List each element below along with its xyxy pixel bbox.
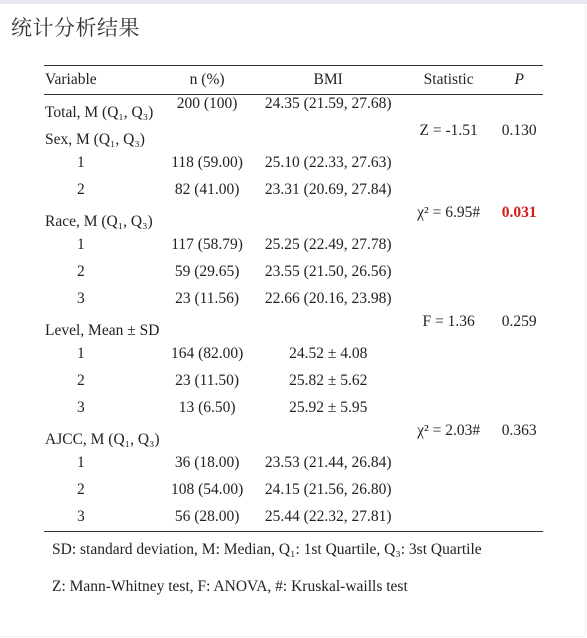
cell-p: 0.031 [501,203,537,221]
header-variable: Variable [44,66,160,95]
cell-p [495,449,543,476]
cell-bmi: 23.31 (20.69, 27.84) [264,181,392,199]
table-row [44,231,543,258]
cell-p [495,477,543,504]
cell-variable: 1 [77,153,85,171]
cell-variable: 2 [77,481,85,499]
cell-n: 82 (41.00) [174,181,240,199]
cell-bmi [255,204,402,231]
cell-p: 0.259 [501,312,537,330]
cell-variable: 3 [77,399,85,417]
cell-statistic: χ² = 6.95# [417,203,481,221]
cell-bmi: 25.44 (22.32, 27.81) [255,504,402,531]
table-group-row [44,95,543,122]
header-n: n (%) [160,66,255,95]
cell-n: 59 (29.65) [174,262,240,280]
cell-n: 117 (58.79) [171,235,243,253]
cell-statistic [402,231,496,258]
cell-statistic [402,95,496,122]
cell-n: 118 (59.00) [171,153,243,171]
cell-p: 0.130 [501,121,537,139]
cell-p [495,367,543,394]
cell-variable: Total, M (Q₁, Q₃) [45,103,154,121]
cell-p [495,258,543,285]
cell-statistic [402,258,496,285]
footnote-abbreviations: SD: standard deviation, M: Median, Q₁: 1st Quartile, Q₃: 3st Quartile [52,541,482,558]
header-bmi: BMI [255,66,402,95]
cell-n: 23 (11.50) [175,372,240,390]
cell-p [495,504,543,531]
header-statistic: Statistic [402,66,496,95]
cell-variable: Level, Mean ± SD [45,322,160,340]
table-body [44,95,543,532]
cell-statistic [402,340,496,367]
cell-variable: AJCC, M (Q₁, Q₃) [45,431,160,449]
cell-statistic: χ² = 2.03# [417,422,481,440]
cell-p [495,340,543,367]
cell-variable: Sex, M (Q₁, Q₃) [45,131,145,149]
cell-variable: 2 [77,262,85,280]
cell-n: 200 (100) [176,95,238,112]
cell-p: 0.363 [501,422,537,440]
cell-n: 164 (82.00) [170,344,244,362]
cell-statistic [402,367,496,394]
table-row [44,395,543,422]
cell-variable: 3 [44,504,160,531]
cell-bmi: 22.66 (20.16, 23.98) [264,290,392,308]
cell-bmi: 24.15 (21.56, 26.80) [264,481,392,499]
cell-n: 108 (54.00) [170,481,244,499]
cell-bmi: 25.10 (22.33, 27.63) [264,153,392,171]
cell-n [160,204,255,231]
results-table [44,65,543,532]
table-row [44,449,543,476]
cell-bmi: 25.25 (22.49, 27.78) [264,235,392,253]
header-p: P [495,66,543,95]
cell-p [495,176,543,203]
cell-n: 13 (6.50) [178,399,236,417]
cell-p [495,95,543,122]
page-title: 统计分析结果 [11,16,140,40]
table-row [44,258,543,285]
cell-statistic [402,176,496,203]
cell-bmi [255,422,402,449]
cell-bmi: 25.92 ± 5.95 [289,399,368,417]
cell-statistic: Z = -1.51 [419,121,478,139]
cell-n [160,422,255,449]
cell-variable: 3 [77,290,85,308]
cell-n [160,313,255,340]
cell-bmi: 24.35 (21.59, 27.68) [264,95,392,112]
cell-bmi [255,313,402,340]
cell-statistic [402,477,496,504]
cell-n: 36 (18.00) [174,454,240,471]
cell-bmi: 24.52 ± 4.08 [289,344,368,362]
cell-variable: 1 [77,235,85,253]
cell-statistic [402,449,496,476]
cell-variable: Race, M (Q₁, Q₃) [45,212,153,230]
cell-bmi: 25.82 ± 5.62 [289,372,368,390]
cell-p [495,286,543,313]
table-row [44,176,543,203]
footnote-tests: Z: Mann-Whitney test, F: ANOVA, #: Kruskal-waills test [52,578,408,595]
table-row [44,504,543,531]
cell-variable: 1 [77,344,85,362]
table-row [44,340,543,367]
cell-statistic [402,286,496,313]
cell-n: 56 (28.00) [160,504,255,531]
table-header-row [44,66,543,95]
cell-p [495,231,543,258]
cell-statistic [402,504,496,531]
table-group-row [44,422,543,449]
cell-p [495,395,543,422]
cell-n: 23 (11.56) [175,290,240,308]
cell-statistic [402,149,496,176]
cell-variable: 1 [77,454,85,471]
cell-bmi: 23.53 (21.44, 26.84) [264,454,392,471]
cell-n [160,122,255,149]
table-row [44,286,543,313]
table-group-row [44,313,543,340]
table-group-row [44,204,543,231]
table-row [44,477,543,504]
table-group-row [44,122,543,149]
cell-bmi [255,122,402,149]
table-row [44,149,543,176]
cell-bmi: 23.55 (21.50, 26.56) [264,262,392,280]
cell-variable: 2 [77,372,85,390]
cell-statistic: F = 1.36 [422,312,475,330]
table-row [44,367,543,394]
cell-statistic [402,395,496,422]
cell-p [495,149,543,176]
cell-variable: 2 [77,181,85,199]
